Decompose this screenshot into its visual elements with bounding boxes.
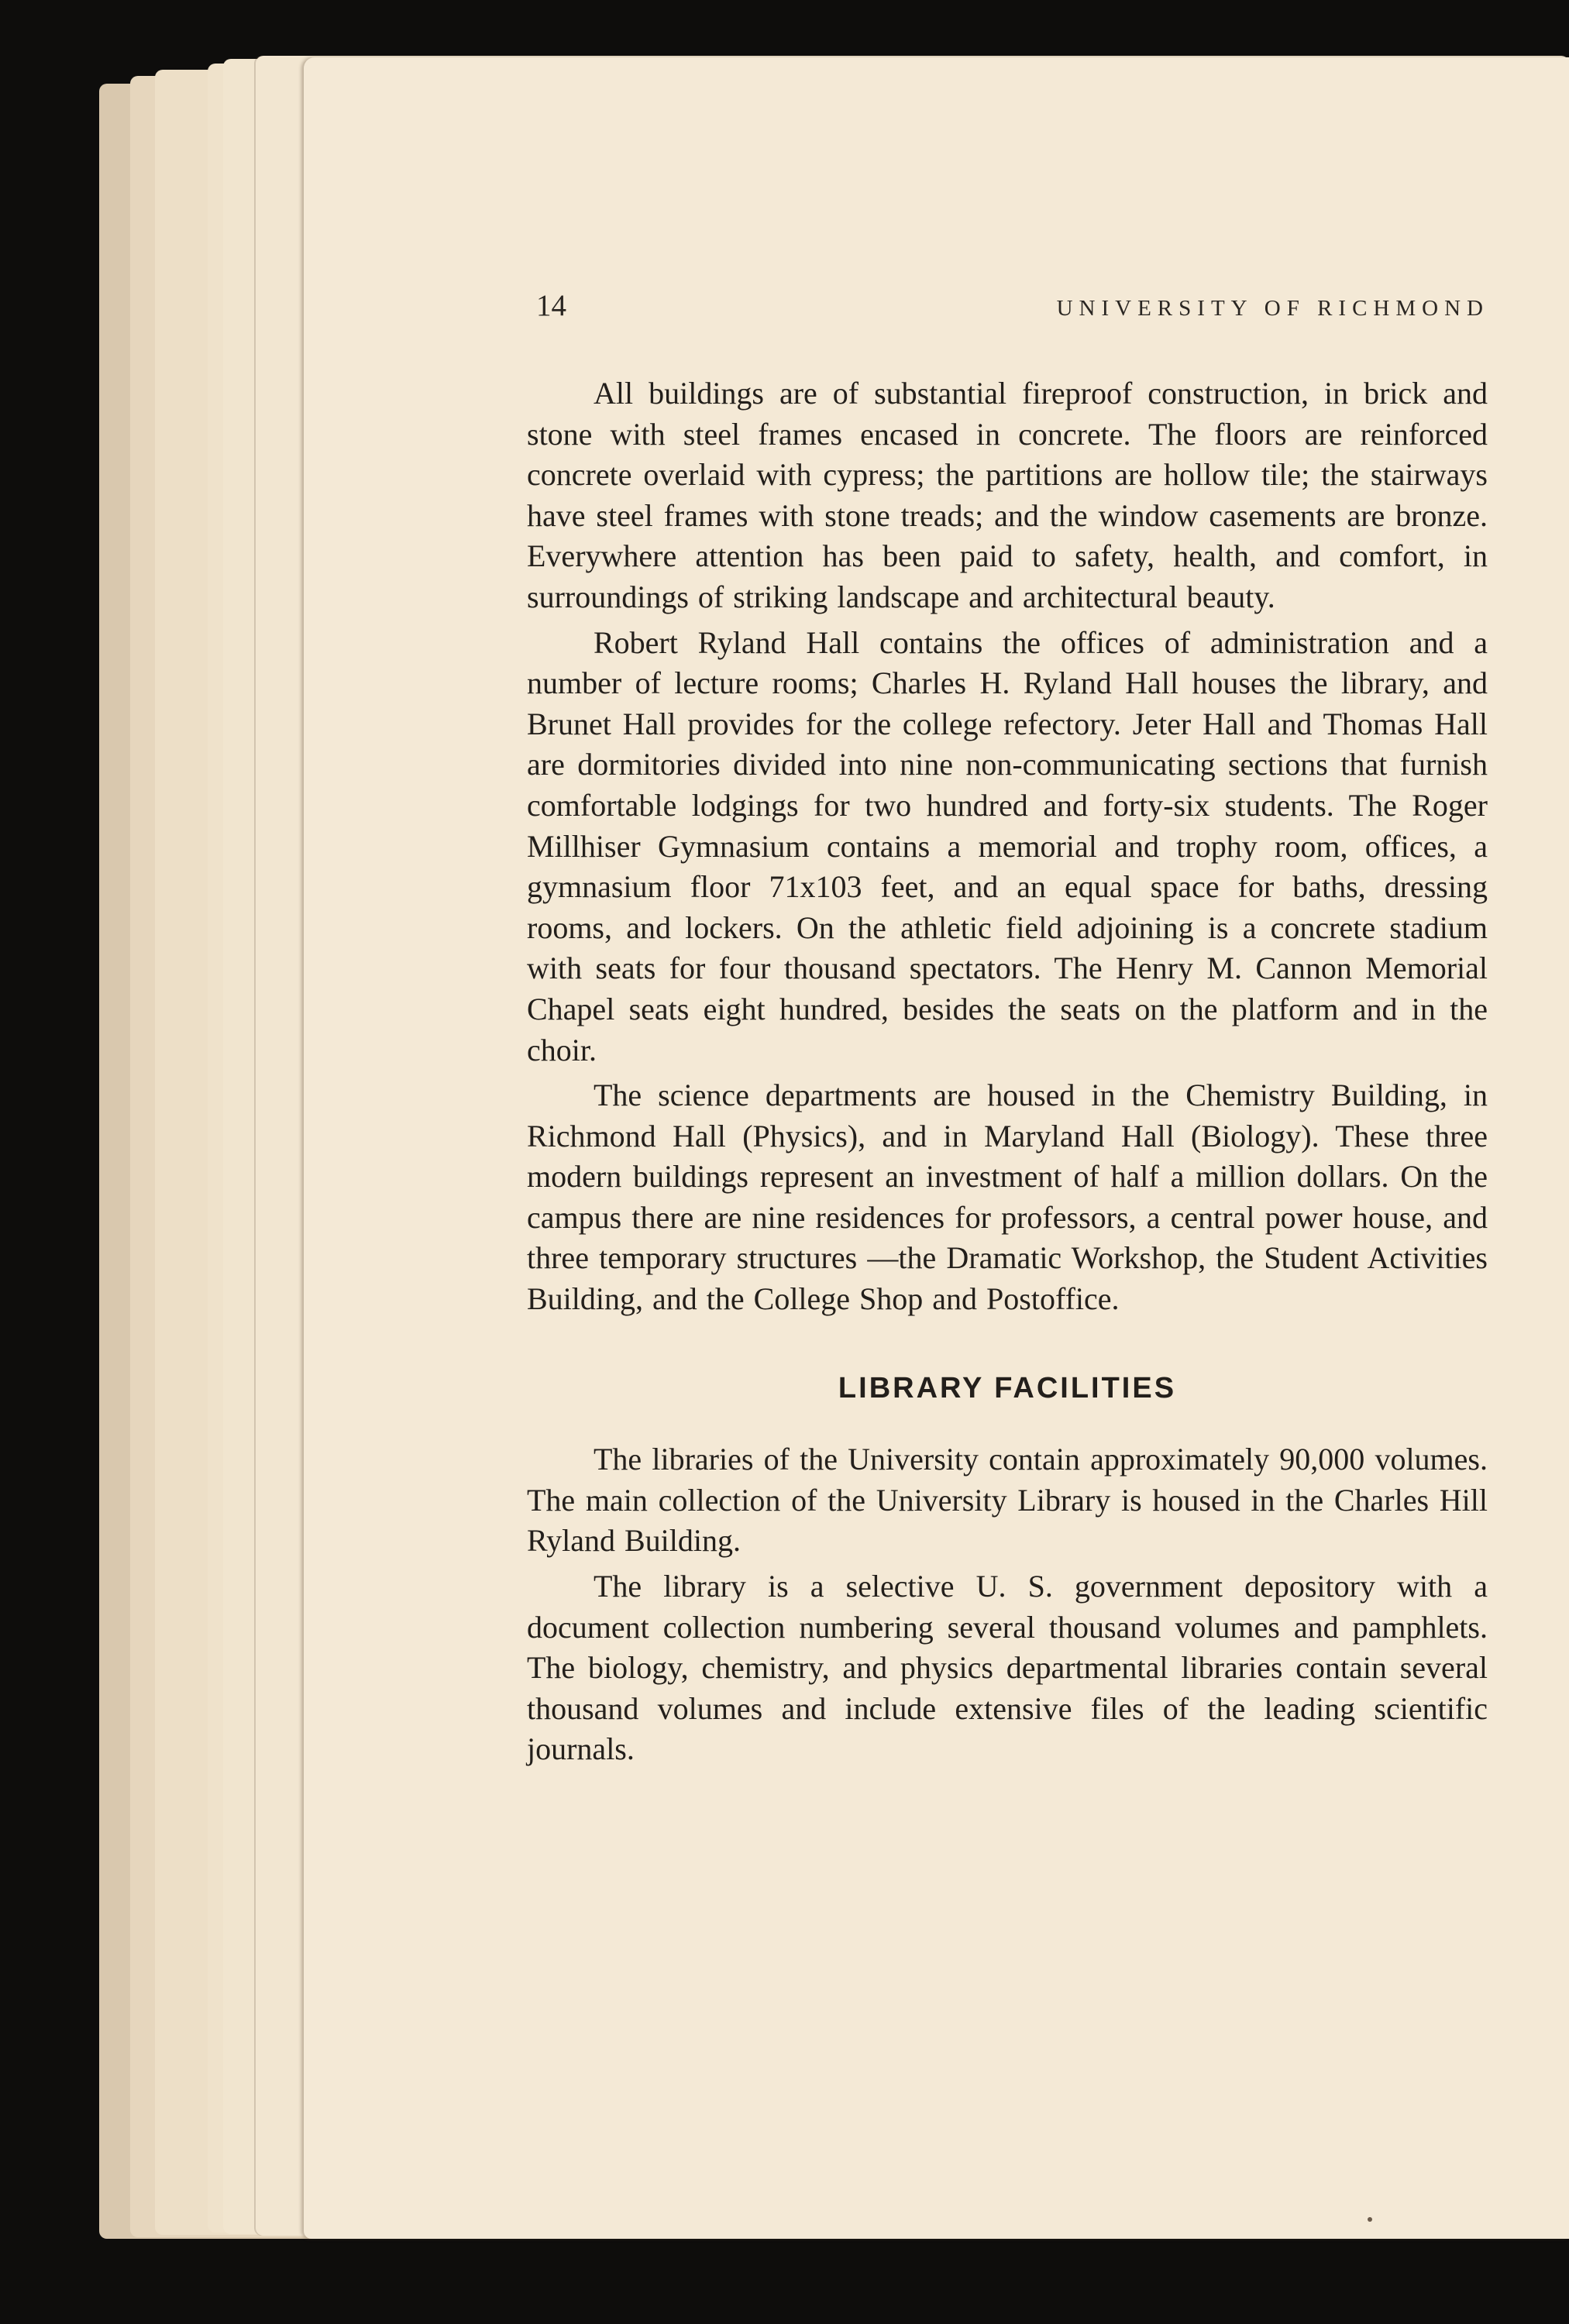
page-number: 14 bbox=[536, 289, 566, 322]
paragraph-depository: The library is a selective U. S. government depository with a document collection numbering several thousand volumes and pamphlets. The biology, chemistry, and physics departmental libraries contain several thousand volumes and include extensive files of the leading scientific journals. bbox=[527, 1569, 1488, 1767]
section-heading: LIBRARY FACILITIES bbox=[838, 1371, 1177, 1404]
paragraph-construction: All buildings are of substantial fireproof construction, in brick and stone with steel frames encased in concrete. The floors are reinforced concrete overlaid with cypress; the partitions are hollow tile; the stairways have steel frames with stone treads; and the window casements are bronze. Everywhere attention has been paid to safety, health, and comfort, in surroundings of striking landscape and architectural beauty. bbox=[527, 376, 1488, 614]
paper-speck bbox=[1368, 2217, 1372, 2222]
body-text bbox=[527, 373, 1488, 1770]
running-head-title: UNIVERSITY OF RICHMOND bbox=[1056, 296, 1489, 321]
running-head bbox=[536, 288, 1489, 335]
paragraph-halls: Robert Ryland Hall contains the offices of administration and a number of lecture rooms; Charles H. Ryland Hall houses the library, and Brunet Hall provides for the college refectory. Jeter Hall and Thomas Hall are dormitories divided into nine non-communicating sections that furnish comfortable lodgings for two hundred and forty-six students. The Roger Millhiser Gymnasium contains a memorial and trophy room, offices, a gymnasium floor 71x103 feet, and an equal space for baths, dressing rooms, and lockers. On the athletic field adjoining is a concrete stadium with seats for four thousand spectators. The Henry M. Cannon Memorial Chapel seats eight hundred, besides the seats on the platform and in the choir. bbox=[527, 624, 1488, 1067]
paragraph-science-buildings: The science departments are housed in the Chemistry Building, in Richmond Hall (Physics), and in Maryland Hall (Biology). These three modern buildings represent an investment of half a million dollars. On the campus there are nine residences for professors, a central power house, and three temporary structures —the Dramatic Workshop, the Student Activities Building, and the College Shop and Postoffice. bbox=[527, 1078, 1488, 1317]
paragraph-library-volumes: The libraries of the University contain approximately 90,000 volumes. The main collection of the University Library is housed in the Charles Hill Ryland Building. bbox=[527, 1442, 1488, 1559]
